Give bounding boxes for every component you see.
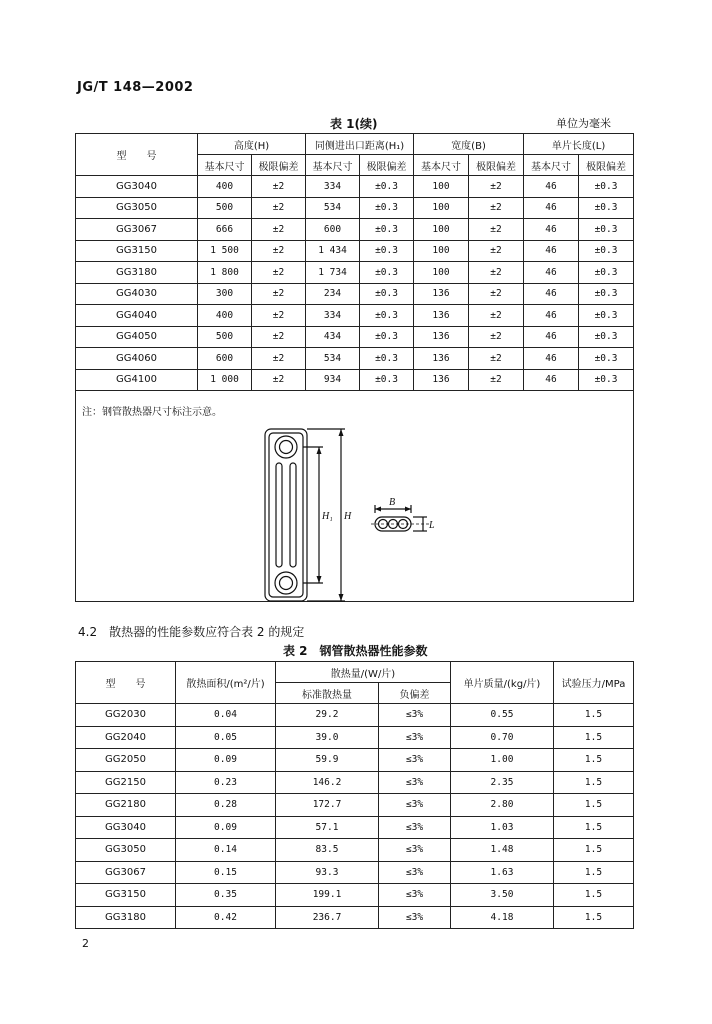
value-cell: 4.18 <box>451 906 554 929</box>
page-number: 2 <box>82 937 89 950</box>
model-cell: GG3050 <box>76 839 176 862</box>
value-cell: 1.5 <box>554 884 634 907</box>
value-cell: 136 <box>414 305 469 327</box>
value-cell: ≤3% <box>379 816 451 839</box>
value-cell: ±0.3 <box>360 262 414 284</box>
value-cell: 199.1 <box>276 884 379 907</box>
value-cell: ≤3% <box>379 861 451 884</box>
value-cell: 46 <box>524 176 579 198</box>
value-cell: 1 000 <box>198 369 252 391</box>
value-cell: 39.0 <box>276 726 379 749</box>
value-cell: 1.00 <box>451 749 554 772</box>
value-cell: ±0.3 <box>579 326 634 348</box>
value-cell: ±0.3 <box>579 176 634 198</box>
value-cell: 300 <box>198 283 252 305</box>
value-cell: 334 <box>306 305 360 327</box>
value-cell: 0.23 <box>176 771 276 794</box>
value-cell: 0.42 <box>176 906 276 929</box>
model-cell: GG3180 <box>76 262 198 284</box>
table2-model-header: 型 号 <box>76 662 176 704</box>
value-cell: ±2 <box>469 262 524 284</box>
value-cell: ±0.3 <box>360 369 414 391</box>
model-cell: GG3150 <box>76 884 176 907</box>
value-cell: 0.35 <box>176 884 276 907</box>
value-cell: ±2 <box>252 176 306 198</box>
model-cell: GG4040 <box>76 305 198 327</box>
model-cell: GG4030 <box>76 283 198 305</box>
table1-subheader: 极限偏差 <box>469 155 524 176</box>
value-cell: ≤3% <box>379 794 451 817</box>
value-cell: 1.5 <box>554 794 634 817</box>
value-cell: 0.09 <box>176 749 276 772</box>
table1-caption: 表 1(续) <box>330 117 378 131</box>
model-cell: GG2150 <box>76 771 176 794</box>
value-cell: ≤3% <box>379 749 451 772</box>
value-cell: 1 734 <box>306 262 360 284</box>
value-cell: 46 <box>524 283 579 305</box>
value-cell: ±2 <box>469 219 524 241</box>
value-cell: ±0.3 <box>579 219 634 241</box>
value-cell: 334 <box>306 176 360 198</box>
table-row <box>76 884 634 907</box>
document-id: JG/T 148—2002 <box>77 80 194 95</box>
table-row <box>76 305 634 327</box>
value-cell: 0.05 <box>176 726 276 749</box>
value-cell: 0.09 <box>176 816 276 839</box>
value-cell: 1.5 <box>554 749 634 772</box>
value-cell: 59.9 <box>276 749 379 772</box>
value-cell: 1.48 <box>451 839 554 862</box>
table1-group-header: 高度(H) <box>198 134 306 155</box>
value-cell: ±0.3 <box>360 348 414 370</box>
value-cell: 93.3 <box>276 861 379 884</box>
value-cell: 234 <box>306 283 360 305</box>
performance-table <box>75 661 634 929</box>
value-cell: ±0.3 <box>360 240 414 262</box>
label-h: H <box>344 511 352 522</box>
value-cell: 100 <box>414 219 469 241</box>
value-cell: 0.28 <box>176 794 276 817</box>
value-cell: ±2 <box>252 219 306 241</box>
table1-group-header: 单片长度(L) <box>524 134 634 155</box>
table1-unit: 单位为毫米 <box>556 117 611 130</box>
value-cell: ±2 <box>469 197 524 219</box>
value-cell: 136 <box>414 326 469 348</box>
value-cell: ±0.3 <box>579 369 634 391</box>
model-cell: GG2040 <box>76 726 176 749</box>
value-cell: 172.7 <box>276 794 379 817</box>
value-cell: 0.04 <box>176 704 276 727</box>
value-cell: ±2 <box>252 348 306 370</box>
value-cell: ±2 <box>469 305 524 327</box>
table-row <box>76 197 634 219</box>
value-cell: 0.15 <box>176 861 276 884</box>
tube-right <box>290 463 296 567</box>
value-cell: 46 <box>524 348 579 370</box>
label-h1: H₁ <box>322 511 333 522</box>
value-cell: ±0.3 <box>579 283 634 305</box>
value-cell: ±0.3 <box>579 262 634 284</box>
table-row <box>76 726 634 749</box>
value-cell: 83.5 <box>276 839 379 862</box>
value-cell: 1.5 <box>554 839 634 862</box>
table1-subheader: 基本尺寸 <box>524 155 579 176</box>
table1-group-header: 宽度(B) <box>414 134 524 155</box>
table1-subheader: 极限偏差 <box>252 155 306 176</box>
value-cell: 46 <box>524 262 579 284</box>
value-cell: 1.5 <box>554 861 634 884</box>
value-cell: 46 <box>524 369 579 391</box>
value-cell: ±2 <box>469 283 524 305</box>
value-cell: ±2 <box>252 369 306 391</box>
value-cell: 136 <box>414 348 469 370</box>
value-cell: ≤3% <box>379 906 451 929</box>
value-cell: 1 434 <box>306 240 360 262</box>
value-cell: 136 <box>414 283 469 305</box>
value-cell: ±2 <box>252 197 306 219</box>
value-cell: 29.2 <box>276 704 379 727</box>
value-cell: ≤3% <box>379 726 451 749</box>
value-cell: 146.2 <box>276 771 379 794</box>
value-cell: ±0.3 <box>360 197 414 219</box>
value-cell: ±2 <box>252 262 306 284</box>
model-cell: GG2030 <box>76 704 176 727</box>
value-cell: ±2 <box>252 283 306 305</box>
value-cell: ±0.3 <box>360 283 414 305</box>
value-cell: ±0.3 <box>360 219 414 241</box>
model-cell: GG2050 <box>76 749 176 772</box>
table-row <box>76 176 634 198</box>
value-cell: ≤3% <box>379 839 451 862</box>
value-cell: 500 <box>198 326 252 348</box>
value-cell: 666 <box>198 219 252 241</box>
value-cell: 1 500 <box>198 240 252 262</box>
value-cell: 46 <box>524 240 579 262</box>
table-row <box>76 369 634 391</box>
value-cell: 0.14 <box>176 839 276 862</box>
label-l: L <box>429 520 435 531</box>
table-row <box>76 219 634 241</box>
table-row <box>76 348 634 370</box>
table-row <box>76 749 634 772</box>
value-cell: ±2 <box>469 348 524 370</box>
value-cell: 1 800 <box>198 262 252 284</box>
top-port-outer <box>275 436 297 458</box>
value-cell: 1.5 <box>554 704 634 727</box>
table2-heat-header: 散热量/(W/片) <box>276 662 451 683</box>
top-port-inner <box>280 441 293 454</box>
value-cell: ±2 <box>469 326 524 348</box>
value-cell: ±2 <box>469 240 524 262</box>
table1-model-header: 型 号 <box>76 134 198 176</box>
value-cell: 534 <box>306 348 360 370</box>
value-cell: 934 <box>306 369 360 391</box>
value-cell: ±2 <box>469 369 524 391</box>
value-cell: ≤3% <box>379 704 451 727</box>
table-row <box>76 771 634 794</box>
section-4-2: 4.2 散热器的性能参数应符合表 2 的规定 <box>78 625 305 639</box>
radiator-dimension-diagram <box>255 425 455 605</box>
table-row <box>76 283 634 305</box>
table2-caption: 表 2 钢管散热器性能参数 <box>283 644 428 658</box>
value-cell: 46 <box>524 219 579 241</box>
model-cell: GG3150 <box>76 240 198 262</box>
value-cell: 46 <box>524 326 579 348</box>
value-cell: 2.35 <box>451 771 554 794</box>
table1-subheader: 极限偏差 <box>360 155 414 176</box>
value-cell: ±0.3 <box>579 348 634 370</box>
value-cell: 3.50 <box>451 884 554 907</box>
value-cell: ≤3% <box>379 771 451 794</box>
table-row <box>76 704 634 727</box>
model-cell: GG4050 <box>76 326 198 348</box>
model-cell: GG2180 <box>76 794 176 817</box>
value-cell: 1.5 <box>554 771 634 794</box>
value-cell: ±2 <box>252 240 306 262</box>
value-cell: ≤3% <box>379 884 451 907</box>
table-row <box>76 816 634 839</box>
value-cell: ±0.3 <box>579 197 634 219</box>
value-cell: 400 <box>198 176 252 198</box>
bottom-port-inner <box>280 577 293 590</box>
table2-heat-std-header: 标准散热量 <box>276 683 379 704</box>
value-cell: 500 <box>198 197 252 219</box>
model-cell: GG3040 <box>76 816 176 839</box>
value-cell: ±2 <box>469 176 524 198</box>
model-cell: GG3050 <box>76 197 198 219</box>
value-cell: ±2 <box>252 326 306 348</box>
value-cell: 0.55 <box>451 704 554 727</box>
table1-subheader: 基本尺寸 <box>414 155 469 176</box>
model-cell: GG3180 <box>76 906 176 929</box>
value-cell: 434 <box>306 326 360 348</box>
table-row <box>76 861 634 884</box>
value-cell: ±0.3 <box>360 326 414 348</box>
table-row <box>76 262 634 284</box>
table-row <box>76 839 634 862</box>
table1-subheader: 极限偏差 <box>579 155 634 176</box>
value-cell: 136 <box>414 369 469 391</box>
value-cell: ±0.3 <box>360 176 414 198</box>
value-cell: 100 <box>414 240 469 262</box>
value-cell: 2.80 <box>451 794 554 817</box>
table1-group-header: 同侧进出口距离(H₁) <box>306 134 414 155</box>
value-cell: 1.63 <box>451 861 554 884</box>
value-cell: 1.03 <box>451 816 554 839</box>
value-cell: 46 <box>524 305 579 327</box>
bottom-port-outer <box>275 572 297 594</box>
value-cell: 46 <box>524 197 579 219</box>
value-cell: 600 <box>198 348 252 370</box>
value-cell: 100 <box>414 176 469 198</box>
model-cell: GG3067 <box>76 219 198 241</box>
table2-mass-header: 单片质量/(kg/片) <box>451 662 554 704</box>
value-cell: ±2 <box>252 305 306 327</box>
value-cell: 1.5 <box>554 906 634 929</box>
model-cell: GG3040 <box>76 176 198 198</box>
table-row <box>76 326 634 348</box>
model-cell: GG3067 <box>76 861 176 884</box>
value-cell: ±0.3 <box>360 305 414 327</box>
table-row <box>76 906 634 929</box>
table2-heat-dev-header: 负偏差 <box>379 683 451 704</box>
table1-note: 注：钢管散热器尺寸标注示意。 <box>82 407 222 418</box>
table-row <box>76 794 634 817</box>
value-cell: ±0.3 <box>579 240 634 262</box>
value-cell: 600 <box>306 219 360 241</box>
table2-area-header: 散热面积/(m²/片) <box>176 662 276 704</box>
value-cell: 100 <box>414 197 469 219</box>
label-b: B <box>389 497 396 508</box>
value-cell: 236.7 <box>276 906 379 929</box>
model-cell: GG4060 <box>76 348 198 370</box>
table-row <box>76 240 634 262</box>
value-cell: 534 <box>306 197 360 219</box>
table1-subheader: 基本尺寸 <box>198 155 252 176</box>
table1-subheader: 基本尺寸 <box>306 155 360 176</box>
value-cell: 0.70 <box>451 726 554 749</box>
value-cell: 57.1 <box>276 816 379 839</box>
value-cell: 100 <box>414 262 469 284</box>
table2-pressure-header: 试验压力/MPa <box>554 662 634 704</box>
model-cell: GG4100 <box>76 369 198 391</box>
radiator-body-outline <box>265 429 307 601</box>
value-cell: 1.5 <box>554 726 634 749</box>
value-cell: 1.5 <box>554 816 634 839</box>
value-cell: ±0.3 <box>579 305 634 327</box>
tube-left <box>276 463 282 567</box>
value-cell: 400 <box>198 305 252 327</box>
